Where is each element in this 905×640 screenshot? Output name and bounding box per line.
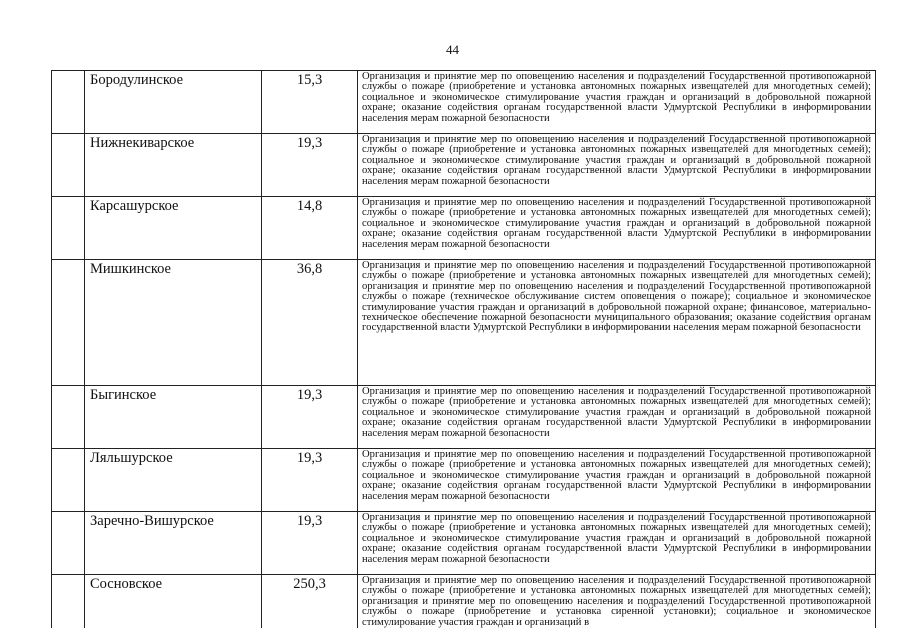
- table-row: [52, 512, 876, 575]
- table-row: [52, 134, 876, 197]
- table-row: [52, 575, 876, 629]
- page-number: 44: [446, 42, 459, 57]
- row-index-cell: [52, 575, 85, 629]
- settlement-name: Мишкинское: [85, 260, 262, 386]
- amount-value: 19,3: [262, 449, 358, 512]
- row-index-cell: [52, 197, 85, 260]
- amount-value: 36,8: [262, 260, 358, 386]
- row-index-cell: [52, 386, 85, 449]
- measures-cell: [358, 512, 876, 575]
- measures-cell: [358, 134, 876, 197]
- settlement-name: Карсашурское: [85, 197, 262, 260]
- measures-cell: [358, 575, 876, 629]
- measures-description: Организация и принятие мер по оповещению населения и подразделений Государственной противопожарной службы о пожаре (приобретение и установка автономных пожарных извещателей для многодетных семей); организация и принятие мер по оповещению населения и подразделений Государственной противопожарной службы о пожаре (техническое обслуживание систем оповещения о пожаре); социальное и экономическое стимулирование участия граждан и организаций в добровольной пожарной охране; финансовое, материально-техническое обеспечение пожарной безопасности муниципального образования; оказание содействия органам государственной власти Удмуртской Республики в информировании населения мерам пожарной безопасности: [362, 260, 871, 334]
- settlement-name: Ляльшурское: [85, 449, 262, 512]
- measures-description: Организация и принятие мер по оповещению населения и подразделений Государственной противопожарной службы о пожаре (приобретение и установка автономных пожарных извещателей для многодетных семей); социальное и экономическое стимулирование участия граждан и организаций в добровольной пожарной охране; оказание содействия органам государственной власти Удмуртской Республики в информировании населения мерам пожарной безопасности: [362, 197, 871, 250]
- measures-description: Организация и принятие мер по оповещению населения и подразделений Государственной противопожарной службы о пожаре (приобретение и установка автономных пожарных извещателей для многодетных семей); социальное и экономическое стимулирование участия граждан и организаций в добровольной пожарной охране; оказание содействия органам государственной власти Удмуртской Республики в информировании населения мерам пожарной безопасности: [362, 71, 871, 124]
- measures-cell: [358, 197, 876, 260]
- settlement-name: Заречно-Вишурское: [85, 512, 262, 575]
- settlement-name: Быгинское: [85, 386, 262, 449]
- settlement-name: Бородулинское: [85, 71, 262, 134]
- amount-value: 14,8: [262, 197, 358, 260]
- table-row: [52, 260, 876, 386]
- table-row: [52, 449, 876, 512]
- measures-cell: [358, 449, 876, 512]
- table-row: [52, 197, 876, 260]
- row-index-cell: [52, 134, 85, 197]
- settlement-name: Сосновское: [85, 575, 262, 629]
- measures-cell: [358, 260, 876, 386]
- measures-cell: [358, 71, 876, 134]
- measures-description: Организация и принятие мер по оповещению населения и подразделений Государственной противопожарной службы о пожаре (приобретение и установка автономных пожарных извещателей для многодетных семей); социальное и экономическое стимулирование участия граждан и организаций в добровольной пожарной охране; оказание содействия органам государственной власти Удмуртской Республики в информировании населения мерам пожарной безопасности: [362, 449, 871, 502]
- amount-value: 19,3: [262, 134, 358, 197]
- settlement-name: Нижнекиварское: [85, 134, 262, 197]
- measures-description: Организация и принятие мер по оповещению населения и подразделений Государственной противопожарной службы о пожаре (приобретение и установка автономных пожарных извещателей для многодетных семей); организация и принятие мер по оповещению населения и подразделений Государственной противопожарной службы о пожаре (приобретение и установка сиренной установки); социальное и экономическое стимулирование участия граждан и организаций в: [362, 575, 871, 628]
- measures-description: Организация и принятие мер по оповещению населения и подразделений Государственной противопожарной службы о пожаре (приобретение и установка автономных пожарных извещателей для многодетных семей); социальное и экономическое стимулирование участия граждан и организаций в добровольной пожарной охране; оказание содействия органам государственной власти Удмуртской Республики в информировании населения мерам пожарной безопасности: [362, 512, 871, 565]
- amount-value: 19,3: [262, 512, 358, 575]
- amount-value: 15,3: [262, 71, 358, 134]
- row-index-cell: [52, 260, 85, 386]
- measures-cell: [358, 386, 876, 449]
- table-row: [52, 71, 876, 134]
- row-index-cell: [52, 512, 85, 575]
- row-index-cell: [52, 71, 85, 134]
- row-index-cell: [52, 449, 85, 512]
- amount-value: 250,3: [262, 575, 358, 629]
- measures-description: Организация и принятие мер по оповещению населения и подразделений Государственной противопожарной службы о пожаре (приобретение и установка автономных пожарных извещателей для многодетных семей); социальное и экономическое стимулирование участия граждан и организаций в добровольной пожарной охране; оказание содействия органам государственной власти Удмуртской Республики в информировании населения мерам пожарной безопасности: [362, 386, 871, 439]
- amount-value: 19,3: [262, 386, 358, 449]
- measures-description: Организация и принятие мер по оповещению населения и подразделений Государственной противопожарной службы о пожаре (приобретение и установка автономных пожарных извещателей для многодетных семей); социальное и экономическое стимулирование участия граждан и организаций в добровольной пожарной охране; оказание содействия органам государственной власти Удмуртской Республики в информировании населения мерам пожарной безопасности: [362, 134, 871, 187]
- table-row: [52, 386, 876, 449]
- settlements-table: [51, 70, 876, 628]
